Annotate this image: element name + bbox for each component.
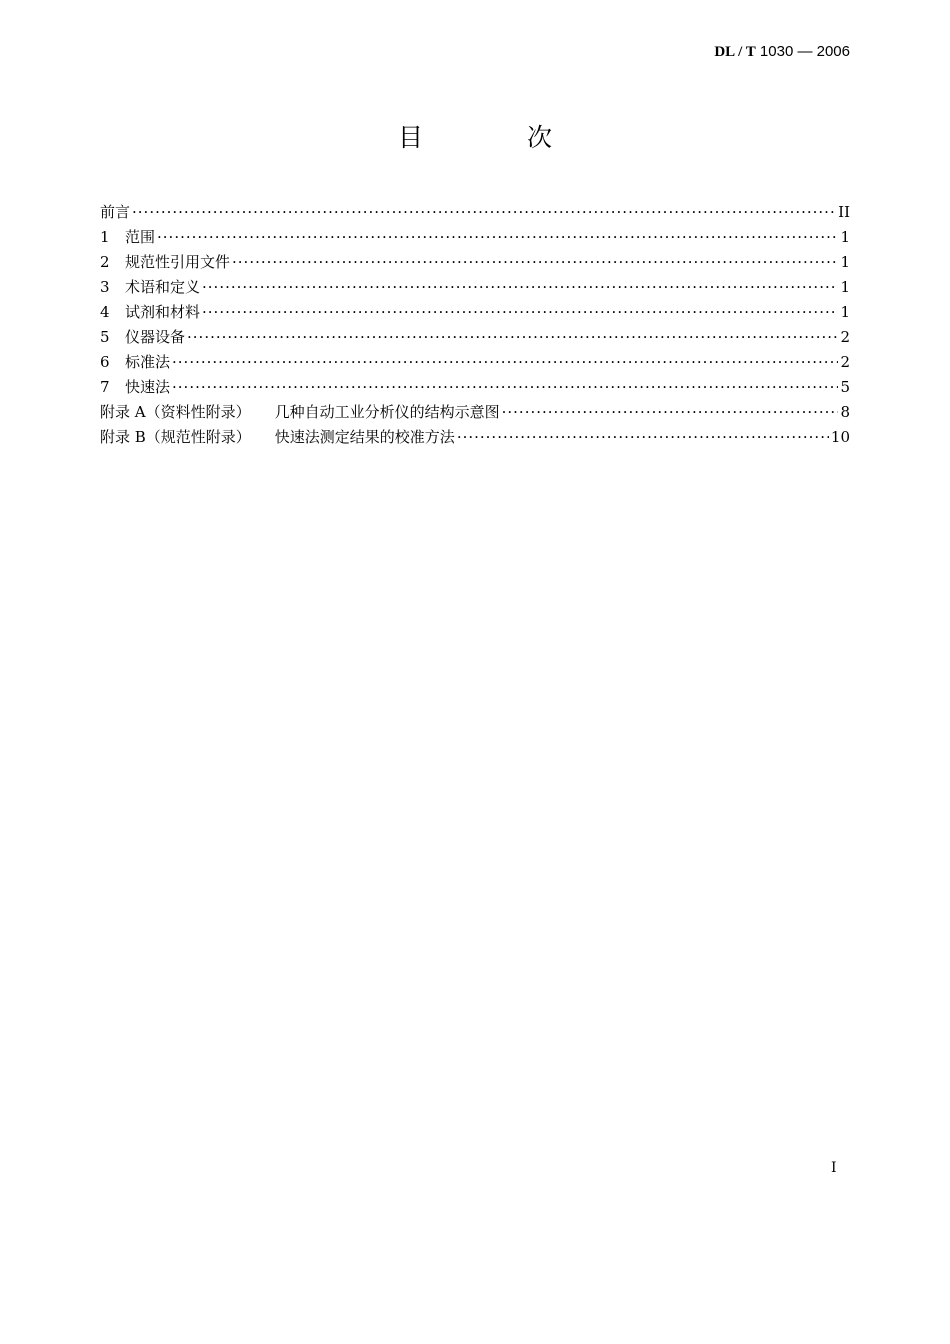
toc-entry-label: 仪器设备 [125, 328, 186, 346]
toc-leader-dots [132, 200, 836, 225]
toc-entry-label: 几种自动工业分析仪的结构示意图 [274, 403, 500, 421]
standard-code-number: 1030 — 2006 [755, 43, 850, 60]
toc-leader-dots [172, 375, 838, 400]
toc-entry-number: 4 [100, 303, 110, 321]
appendix-prefix: 附录 A（资料性附录） [100, 403, 251, 421]
toc-entry-label: 前言 [100, 203, 131, 221]
toc-entry-number: 3 [100, 278, 110, 296]
page-title: 目 次 [398, 123, 600, 152]
toc-entry-page: 1 [840, 253, 850, 271]
toc-leader-dots [202, 275, 838, 300]
toc-entry-page: 1 [840, 228, 850, 246]
toc-entry-label: 标准法 [125, 353, 171, 371]
toc-entry-5[interactable] [100, 325, 850, 350]
toc-entry-number: 5 [100, 328, 110, 346]
toc-entry-3[interactable] [100, 275, 850, 300]
toc-entry-1[interactable] [100, 225, 850, 250]
toc-leader-dots [232, 250, 838, 275]
toc-entry-page: 1 [840, 278, 850, 296]
toc-entry-page: 10 [830, 428, 850, 446]
toc-leader-dots [157, 225, 838, 250]
toc-leader-dots [202, 300, 838, 325]
toc-entry-number: 6 [100, 353, 110, 371]
toc-entry-number: 2 [100, 253, 110, 271]
appendix-prefix: 附录 B（规范性附录） [100, 428, 251, 446]
toc-entry-label: 规范性引用文件 [125, 253, 231, 271]
toc-entry-number: 1 [100, 228, 110, 246]
toc-leader-dots [187, 325, 838, 350]
toc-entry-page: 1 [840, 303, 850, 321]
toc-entry-7[interactable] [100, 375, 850, 400]
toc-leader-dots [457, 425, 829, 450]
page-number: I [831, 1160, 837, 1176]
toc-entry-page: 8 [840, 403, 850, 421]
standard-code-prefix: DL / T [714, 44, 756, 60]
table-of-contents [100, 200, 850, 450]
toc-entry-page: 5 [840, 378, 850, 396]
toc-entry-foreword[interactable] [100, 200, 850, 225]
toc-entry-number: 7 [100, 378, 110, 396]
toc-entry-label: 快速法测定结果的校准方法 [274, 428, 455, 446]
toc-entry-page: 2 [840, 353, 850, 371]
toc-entry-4[interactable] [100, 300, 850, 325]
toc-entry-appendix-a[interactable] [100, 400, 850, 425]
toc-entry-2[interactable] [100, 250, 850, 275]
toc-entry-appendix-b[interactable] [100, 425, 850, 450]
toc-leader-dots [172, 350, 838, 375]
toc-leader-dots [502, 400, 839, 425]
toc-entry-label: 快速法 [125, 378, 171, 396]
toc-entry-6[interactable] [100, 350, 850, 375]
toc-entry-label: 试剂和材料 [125, 303, 201, 321]
toc-entry-label: 术语和定义 [125, 278, 201, 296]
toc-entry-page: 2 [840, 328, 850, 346]
toc-entry-label: 范围 [125, 228, 156, 246]
toc-entry-page: II [838, 203, 850, 221]
standard-code [714, 43, 850, 61]
